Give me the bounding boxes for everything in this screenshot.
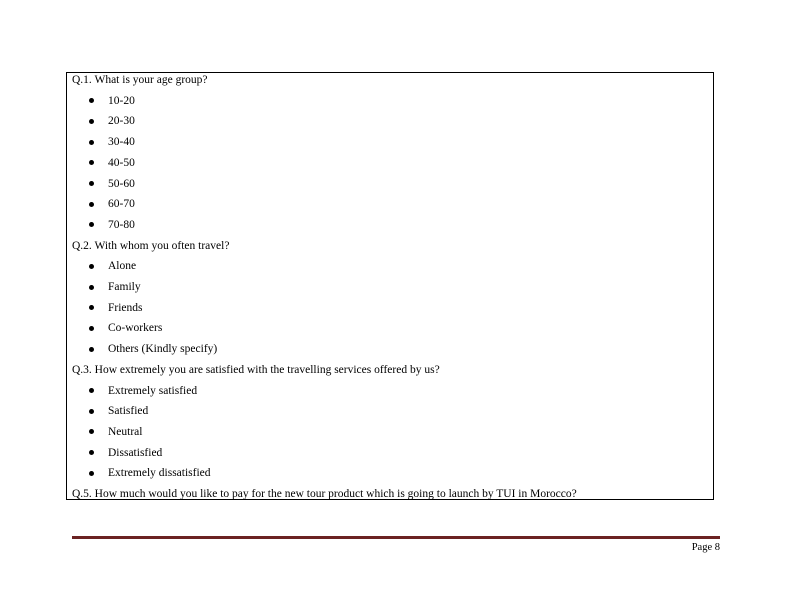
bullet-icon bbox=[89, 98, 94, 103]
bullet-icon bbox=[89, 181, 94, 186]
bullet-icon bbox=[89, 202, 94, 207]
questionnaire-box bbox=[66, 72, 714, 500]
bullet-icon bbox=[89, 388, 94, 393]
question-label: Q.5. How much would you like to pay for the new tour product which is going to launch by TUI in Morocco? bbox=[72, 488, 577, 500]
bullet-icon bbox=[89, 285, 94, 290]
bullet-icon bbox=[89, 119, 94, 124]
footer-divider bbox=[72, 536, 720, 539]
answer-option: Dissatisfied bbox=[108, 446, 163, 459]
page-number: Page 8 bbox=[691, 542, 720, 553]
answer-option: 20-30 bbox=[108, 115, 135, 128]
answer-option: Neutral bbox=[108, 425, 143, 438]
bullet-icon bbox=[89, 409, 94, 414]
answer-option: Friends bbox=[108, 301, 143, 314]
question-label: Q.1. What is your age group? bbox=[72, 74, 208, 86]
answer-option: 30-40 bbox=[108, 136, 135, 149]
answer-option: 40-50 bbox=[108, 156, 135, 169]
answer-option: Extremely satisfied bbox=[108, 384, 198, 397]
question-label: Q.3. How extremely you are satisfied with the travelling services offered by us? bbox=[72, 363, 440, 376]
bullet-icon bbox=[89, 326, 94, 331]
bullet-icon bbox=[89, 347, 94, 352]
bullet-icon bbox=[89, 160, 94, 165]
answer-option: Others (Kindly specify) bbox=[108, 343, 218, 356]
bullet-icon bbox=[89, 471, 94, 476]
answer-option: Alone bbox=[108, 260, 137, 273]
bullet-icon bbox=[89, 222, 94, 227]
bullet-icon bbox=[89, 264, 94, 269]
answer-option: 70-80 bbox=[108, 218, 135, 231]
answer-option: 10-20 bbox=[108, 94, 135, 107]
answer-option: Co-workers bbox=[108, 322, 163, 335]
question-label: Q.2. With whom you often travel? bbox=[72, 239, 230, 252]
bullet-icon bbox=[89, 450, 94, 455]
answer-option: Family bbox=[108, 281, 141, 293]
bullet-icon bbox=[89, 429, 94, 434]
answer-option: 50-60 bbox=[108, 177, 135, 190]
bullet-icon bbox=[89, 305, 94, 310]
answer-option: Satisfied bbox=[108, 405, 149, 418]
answer-option: 60-70 bbox=[108, 198, 135, 211]
bullet-icon bbox=[89, 140, 94, 145]
answer-option: Extremely dissatisfied bbox=[108, 467, 211, 480]
